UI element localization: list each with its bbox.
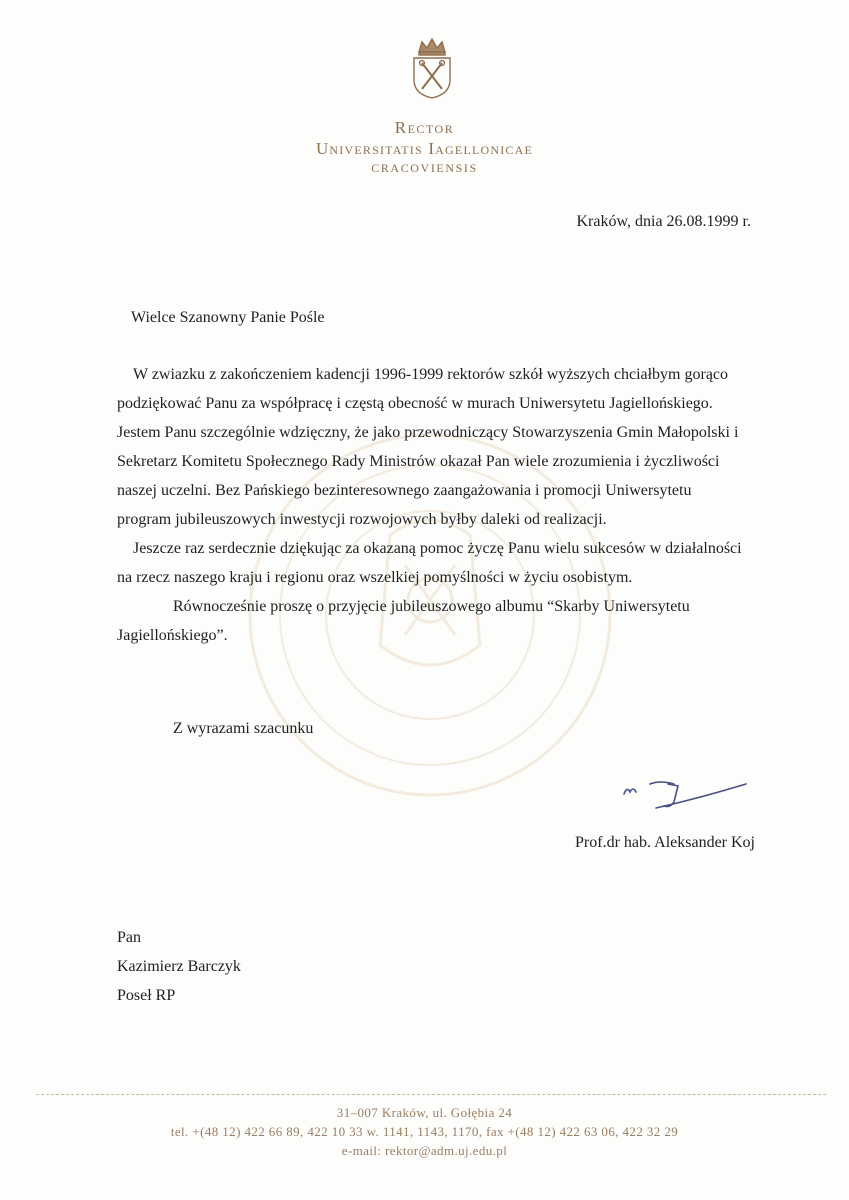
footer-divider [36,1094,826,1095]
letter-body [117,360,749,650]
paragraph-3: Równocześnie proszę o przyjęcie jubileuszowego albumu “Skarby Uniwersytetu Jagiellońskiego”. [117,598,690,644]
recipient-title: Pan [117,929,141,946]
letterhead-rector: Rector [394,118,455,137]
salutation: Wielce Szanowny Panie Pośle [131,309,325,326]
letter-date: Kraków, dnia 26.08.1999 r. [576,213,751,230]
paragraph-1: W zwiazku z zakończeniem kadencji 1996-1999 rektorów szkół wyższych chciałbym gorąco podziękować Panu za współpracę i częstą obecność w murach Uniwersytetu Jagiellońskiego. Jestem Panu szczególnie wdzięczny, że jako przewodniczący Stowarzyszenia Gmin Małopolski i Sekretarz Komitetu Społecznego Rady Ministrów okazał Pan wiele zrozumienia i życzliwości naszej uczelni. Bez Pańskiego bezinteresownego zaangażowania i promocji Uniwersytetu program jubileuszowych inwestycji rozwojowych byłby daleki od realizacji. [117,366,739,528]
signer-name: Prof.dr hab. Aleksander Koj [575,834,755,851]
recipient-position: Poseł RP [117,987,176,1004]
letterhead-city: CRACOVIENSIS [371,161,478,175]
letterhead-university: Universitatis Iagellonicae [315,139,534,158]
university-crest-icon [410,36,454,100]
footer-phones: tel. +(48 12) 422 66 89, 422 10 33 w. 1141, 1143, 1170, fax +(48 12) 422 63 06, 422 32 29 [170,1124,679,1139]
closing-phrase: Z wyrazami szacunku [173,720,314,737]
handwritten-signature [620,762,750,812]
footer-address: 31–007 Kraków, ul. Gołębia 24 [336,1105,513,1120]
recipient-name: Kazimierz Barczyk [117,958,241,975]
paragraph-2: Jeszcze raz serdecznie dziękując za okazaną pomoc życzę Panu wielu sukcesów w działalności na rzecz naszego kraju i regionu oraz wszelkiej pomyślności w życiu osobistym. [117,540,742,586]
footer-email[interactable]: e-mail: rektor@adm.uj.edu.pl [341,1143,508,1158]
